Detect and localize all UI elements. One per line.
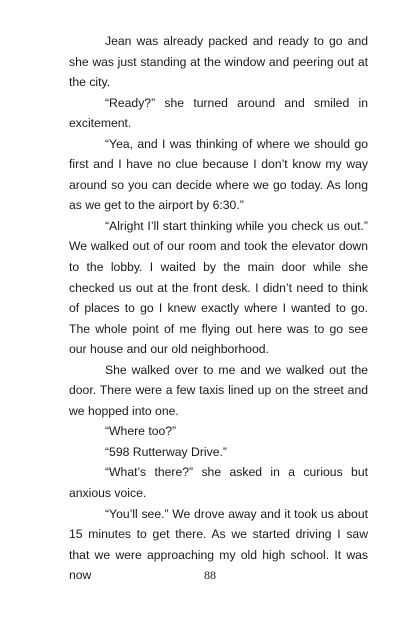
paragraph: “You’ll see.” We drove away and it took us about 15 minutes to get there. As we started driving I saw that we were approaching my old high school. It was now bbox=[69, 506, 368, 583]
paragraph: “What’s there?” she asked in a curious but anxious voice. bbox=[69, 465, 368, 501]
paragraph: “598 Rutterway Drive.” bbox=[105, 444, 227, 459]
paragraph: “Yea, and I was thinking of where we should go first and I have no clue because I don’t know my way around so you can decide where we go today. As long as we get to the airport by 6:30.” bbox=[69, 136, 368, 213]
paragraph: “Alright I’ll start thinking while you check us out.” We walked out of our room and took the elevator down to the lobby. I waited by the main door while she checked us out at the front desk. I didn’t need to think of places to go I knew exactly where I wanted to go. The whole point of me flying out here was to go see our house and our old neighborhood. bbox=[69, 218, 368, 357]
paragraph: “Where too?” bbox=[105, 424, 177, 439]
paragraph: She walked over to me and we walked out the door. There were a few taxis lined up on the street and we hopped into one. bbox=[69, 362, 368, 418]
paragraph: Jean was already packed and ready to go and she was just standing at the window and peering out at the city. bbox=[69, 34, 368, 90]
paragraph: “Ready?” she turned around and smiled in excitement. bbox=[69, 95, 368, 131]
body-text bbox=[69, 31, 368, 586]
page-number: 88 bbox=[204, 568, 216, 582]
